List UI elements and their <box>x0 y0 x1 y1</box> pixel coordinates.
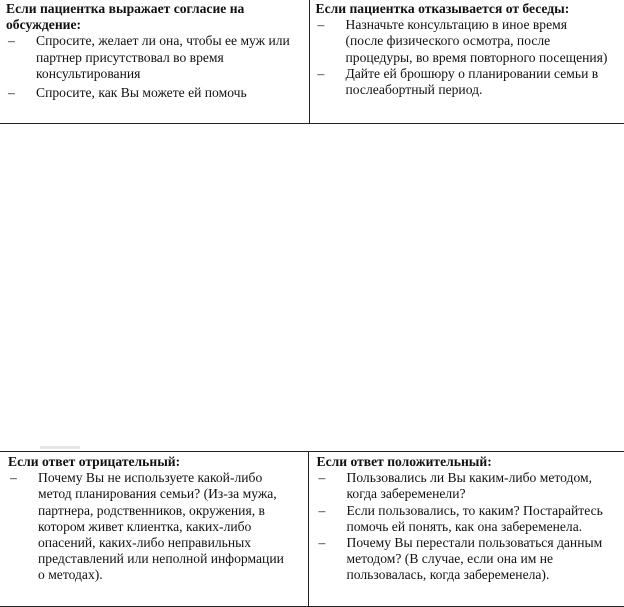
negative-list <box>8 470 302 583</box>
negative-header: Если ответ отрицательный: <box>8 454 181 469</box>
refuse-item <box>316 66 619 98</box>
scan-artifact <box>40 446 80 449</box>
positive-item-text: Пользовались ли Вы каким-либо методом, когда забеременели? <box>346 470 593 502</box>
negative-cell <box>0 452 308 607</box>
dash-mark: – <box>318 502 326 518</box>
agree-item-text: Спросите, желает ли она, чтобы ее муж или партнер присутствовал во время консультирования <box>36 33 290 81</box>
dash-mark: – <box>318 535 326 551</box>
positive-cell <box>308 452 624 607</box>
patient-response-table <box>0 0 624 124</box>
positive-list <box>317 470 619 583</box>
dash-mark: – <box>317 65 325 81</box>
agree-item <box>6 33 303 82</box>
refuse-item <box>316 17 619 66</box>
negative-item-text: Почему Вы не используете какой-либо метод планирования семьи? (Из-за мужа, партнера, родственников, окружения, в котором живет клиентка, каких-либо опасений, каких-либо неправильных представлений или неполной информации о методах). <box>38 470 284 583</box>
agree-cell <box>0 0 309 124</box>
positive-item <box>317 470 619 502</box>
positive-item-text: Почему Вы перестали пользоваться данным методом? (В случае, если она им не пользовалась, когда забеременела). <box>346 535 603 583</box>
agree-list <box>6 33 303 101</box>
agree-item <box>6 85 303 101</box>
positive-item <box>317 503 619 535</box>
dash-mark: – <box>8 33 15 49</box>
positive-item <box>317 535 619 584</box>
dash-mark: – <box>8 85 15 101</box>
answer-table <box>0 451 624 607</box>
agree-item-text: Спросите, как Вы можете ей помочь <box>36 85 247 101</box>
agree-header: Если пациентка выражает согласие на обсуждение: <box>6 1 245 33</box>
positive-header: Если ответ положительный: <box>316 454 492 469</box>
refuse-item-text: Назначьте консультацию в иное время (после физического осмотра, после процедуры, во время повторного посещения) <box>345 17 608 65</box>
refuse-item-text: Дайте ей брошюру о планировании семьи в послеабортный период. <box>345 65 599 98</box>
dash-mark: – <box>318 470 326 486</box>
dash-mark: – <box>10 470 17 486</box>
refuse-cell <box>309 0 624 124</box>
positive-item-text: Если пользовались, то каким? Постарайтесь помочь ей понять, как она забеременела. <box>346 502 603 534</box>
negative-item <box>8 470 302 583</box>
refuse-header: Если пациентка отказывается от беседы: <box>315 1 570 16</box>
dash-mark: – <box>317 17 325 33</box>
refuse-list <box>316 17 619 98</box>
